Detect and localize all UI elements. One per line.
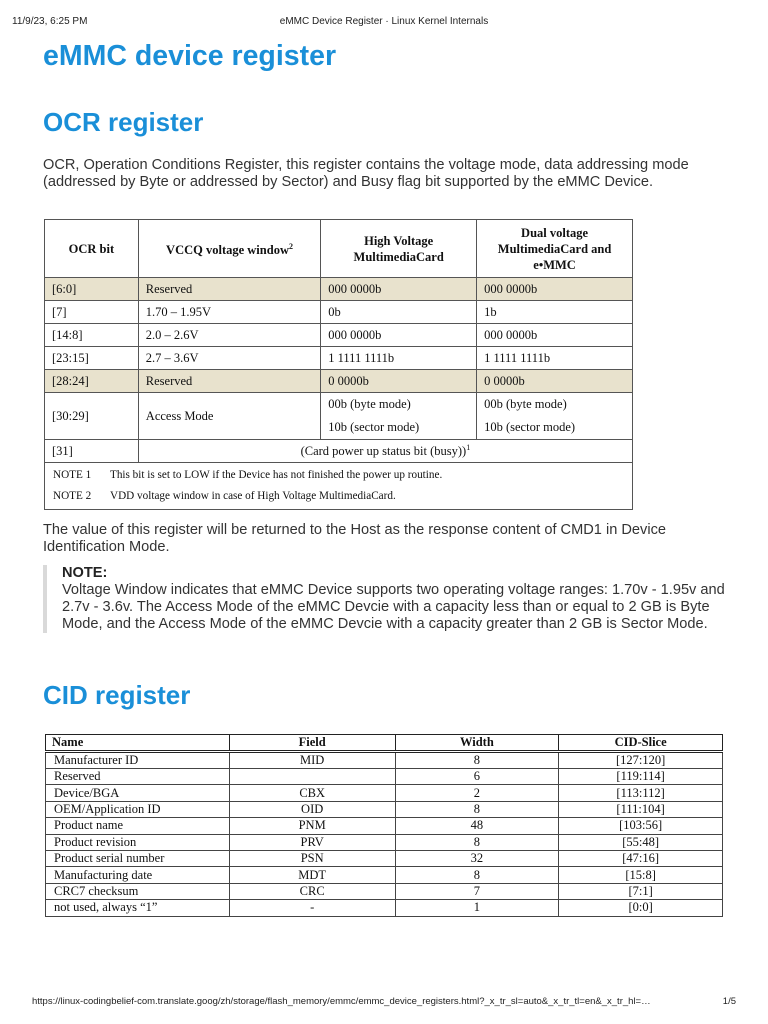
ocr-notes-row bbox=[45, 463, 633, 510]
cid-row: Product name PNM 48 [103:56] bbox=[46, 818, 723, 834]
ocr-row: [23:15] 2.7 – 3.6V 1 1111 1111b 1 1111 1111b bbox=[45, 347, 633, 370]
ocr-after-text: The value of this register will be returned to the Host as the response content of CMD1 in Device Identification Mode. bbox=[43, 522, 666, 555]
cid-row: CRC7 checksum CRC 7 [7:1] bbox=[46, 883, 723, 899]
cid-row: Manufacturer ID MID 8 [127:120] bbox=[46, 752, 723, 769]
ocr-access-row: [30:29] Access Mode 00b (byte mode) 10b (sector mode) 00b (byte mode) 10b (sector mode) bbox=[45, 393, 633, 440]
ocr-col-dual: Dual voltage MultimediaCard and e•MMC bbox=[477, 220, 633, 278]
cid-row: Manufacturing date MDT 8 [15:8] bbox=[46, 867, 723, 883]
ocr-col-vccq: VCCQ voltage window$^2$ bbox=[138, 220, 320, 278]
ocr-row: [28:24] Reserved 0 0000b 0 0000b bbox=[45, 370, 633, 393]
ocr-row: [6:0] Reserved 000 0000b 000 0000b bbox=[45, 278, 633, 301]
note-body: Voltage Window indicates that eMMC Device supports two operating voltage ranges: 1.70v - 1.95v and 2.7v - 3.6v. The Access Mode of the eMMC Devcie with a capacity less than or equal to 2 GB is Byte Mode, and the Access Mode of the eMMC Devcie with a capacity greater than 2 GB is Sector Mode. bbox=[62, 582, 725, 632]
cid-row: Product revision PRV 8 [55:48] bbox=[46, 834, 723, 850]
ocr-table bbox=[44, 219, 633, 510]
ocr-col-bit: OCR bit bbox=[45, 220, 139, 278]
cid-row: Product serial number PSN 32 [47:16] bbox=[46, 850, 723, 866]
note-blockquote bbox=[43, 565, 733, 633]
cid-heading: CID register bbox=[43, 680, 191, 710]
cid-header-row: Name Field Width CID-Slice bbox=[46, 735, 723, 752]
print-url: https://linux-codingbelief-com.translate.goog/zh/storage/flash_memory/emmc/emmc_device_registers.html?_x_tr_sl=auto&_x_tr_tl=en&_x_tr_hl=… bbox=[32, 996, 651, 1007]
ocr-note: NOTE 2 VDD voltage window in case of High Voltage MultimediaCard. bbox=[53, 490, 396, 502]
page-title: eMMC device register bbox=[43, 40, 337, 72]
ocr-header-row bbox=[45, 220, 633, 278]
print-header bbox=[12, 16, 756, 30]
cid-row: OEM/Application ID OID 8 [111:104] bbox=[46, 801, 723, 817]
print-footer bbox=[12, 996, 756, 1010]
print-page-number: 1/5 bbox=[722, 996, 736, 1007]
cid-row: Reserved 6 [119:114] bbox=[46, 769, 723, 785]
cid-row: Device/BGA CBX 2 [113:112] bbox=[46, 785, 723, 801]
ocr-col-high: High Voltage MultimediaCard bbox=[321, 220, 477, 278]
ocr-row: [14:8] 2.0 – 2.6V 000 0000b 000 0000b bbox=[45, 324, 633, 347]
ocr-intro: OCR, Operation Conditions Register, this register contains the voltage mode, data addressing mode (addressed by Byte or addressed by Sector) and Busy flag bit supported by the eMMC Device. bbox=[43, 157, 689, 190]
print-datetime: 11/9/23, 6:25 PM bbox=[12, 16, 88, 27]
ocr-busy-row: [31] (Card power up status bit (busy))$^1$ bbox=[45, 440, 633, 463]
ocr-heading: OCR register bbox=[43, 107, 204, 137]
cid-row: not used, always “1” - 1 [0:0] bbox=[46, 900, 723, 916]
ocr-row: [7] 1.70 – 1.95V 0b 1b bbox=[45, 301, 633, 324]
print-tab-title: eMMC Device Register · Linux Kernel Internals bbox=[279, 16, 489, 27]
note-title: NOTE: bbox=[62, 565, 108, 581]
ocr-note: NOTE 1 This bit is set to LOW if the Device has not finished the power up routine. bbox=[53, 469, 443, 481]
cid-table bbox=[45, 734, 723, 917]
